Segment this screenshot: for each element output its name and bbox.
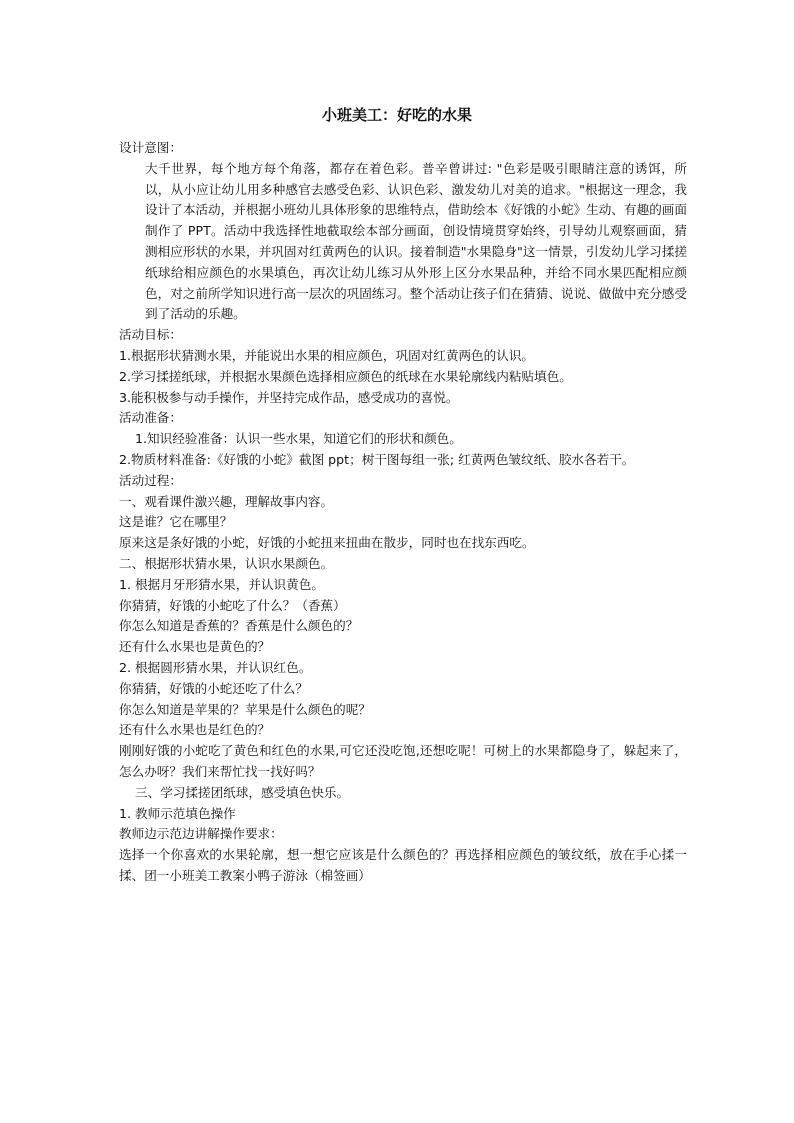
question-2: 你猜猜，好饿的小蛇吃了什么？（香蕉）: [119, 597, 346, 613]
goal-item-3: 3.能积极参与动手操作，并坚持完成作品，感受成功的喜悦。: [119, 389, 459, 405]
step-2-heading: 二、根据形状猜水果，认识水果颜色。: [119, 555, 334, 571]
substep-2: 2. 根据圆形猜水果，并认识红色。: [119, 659, 312, 675]
question-3: 你怎么知道是香蕉的？香蕉是什么颜色的？: [119, 618, 359, 634]
answer-1: 原来这是条好饿的小蛇，好饿的小蛇扭来扭曲在散步，同时也在找东西吃。: [119, 535, 535, 551]
final-paragraph: 选择一个你喜欢的水果轮廓，想一想它应该是什么颜色的？再选择相应颜色的皱纹纸，放在手心揉一揉、团一小班美工教案小鸭子游泳（棉签画）: [119, 847, 687, 883]
question-6: 你怎么知道是苹果的？苹果是什么颜色的呢？: [119, 701, 371, 717]
goal-item-1: 1.根据形状猜测水果，并能说出水果的相应颜色，巩固对红黄两色的认识。: [119, 347, 535, 363]
goals-heading: 活动目标：: [119, 327, 182, 343]
step-3-heading: 三、学习揉搓团纸球，感受填色快乐。: [135, 784, 350, 800]
hidden-fruit-paragraph: 刚刚好饿的小蛇吃了黄色和红色的水果,可它还没吃饱,还想吃呢！可树上的水果都隐身了，躲起来了，怎么办呀？我们来帮忙找一找好吗？: [119, 743, 687, 779]
goal-item-2: 2.学习揉搓纸球，并根据水果颜色选择相应颜色的纸球在水果轮廓线内粘贴填色。: [119, 368, 572, 384]
prep-heading: 活动准备：: [119, 410, 182, 426]
question-1: 这是谁？它在哪里？: [119, 514, 233, 530]
step-1-heading: 一、观看课件激兴趣，理解故事内容。: [119, 493, 334, 509]
design-heading: 设计意图：: [119, 140, 182, 155]
design-paragraph: 大千世界，每个地方每个角落，都存在着色彩。普辛曾讲过: "色彩是吸引眼睛注意的诱饵，所以，从小应让幼儿用多种感官去感受色彩、认识色彩、激发幼儿对美的追求。"根据这一理念，我设计了本活动，并根据小班幼儿具体形象的思维特点，借助绘本《好饿的小蛇》生动、有趣的画面制作了 PPT。活动中我选择性地截取绘本部分画面，创设情境贯穿始终，引导幼儿观察画面，猜测相应形状的水果，并巩固对红黄两色的认识。接着制造"水果隐身"这一情景，引发幼儿学习揉搓纸球给相应颜色的水果填色，再次让幼儿练习从外形上区分水果品种，并给不同水果匹配相应颜色，对之前所学知识进行高一层次的巩固练习。整个活动让孩子们在猜猜、说说、做做中充分感受到了活动的乐趣。: [145, 160, 687, 322]
teacher-instruction: 教师边示范边讲解操作要求：: [119, 826, 283, 842]
document-title: 小班美工：好吃的水果: [321, 106, 472, 124]
question-4: 还有什么水果也是黄色的？: [119, 639, 271, 655]
substep-3: 1. 教师示范填色操作: [119, 805, 236, 821]
substep-1: 1. 根据月牙形猜水果，并认识黄色。: [119, 576, 324, 592]
question-7: 还有什么水果也是红色的？: [119, 722, 271, 738]
process-heading: 活动过程：: [119, 472, 182, 488]
document-body: [119, 138, 687, 887]
prep-item-1: 1.知识经验准备：认识一些水果，知道它们的形状和颜色。: [135, 431, 462, 447]
question-5: 你猜猜，好饿的小蛇还吃了什么？: [119, 680, 308, 696]
prep-item-2: 2.物质材料准备:《好饿的小蛇》截图 ppt；树干图每组一张; 红黄两色皱纹纸、胶水各若干。: [119, 451, 635, 467]
